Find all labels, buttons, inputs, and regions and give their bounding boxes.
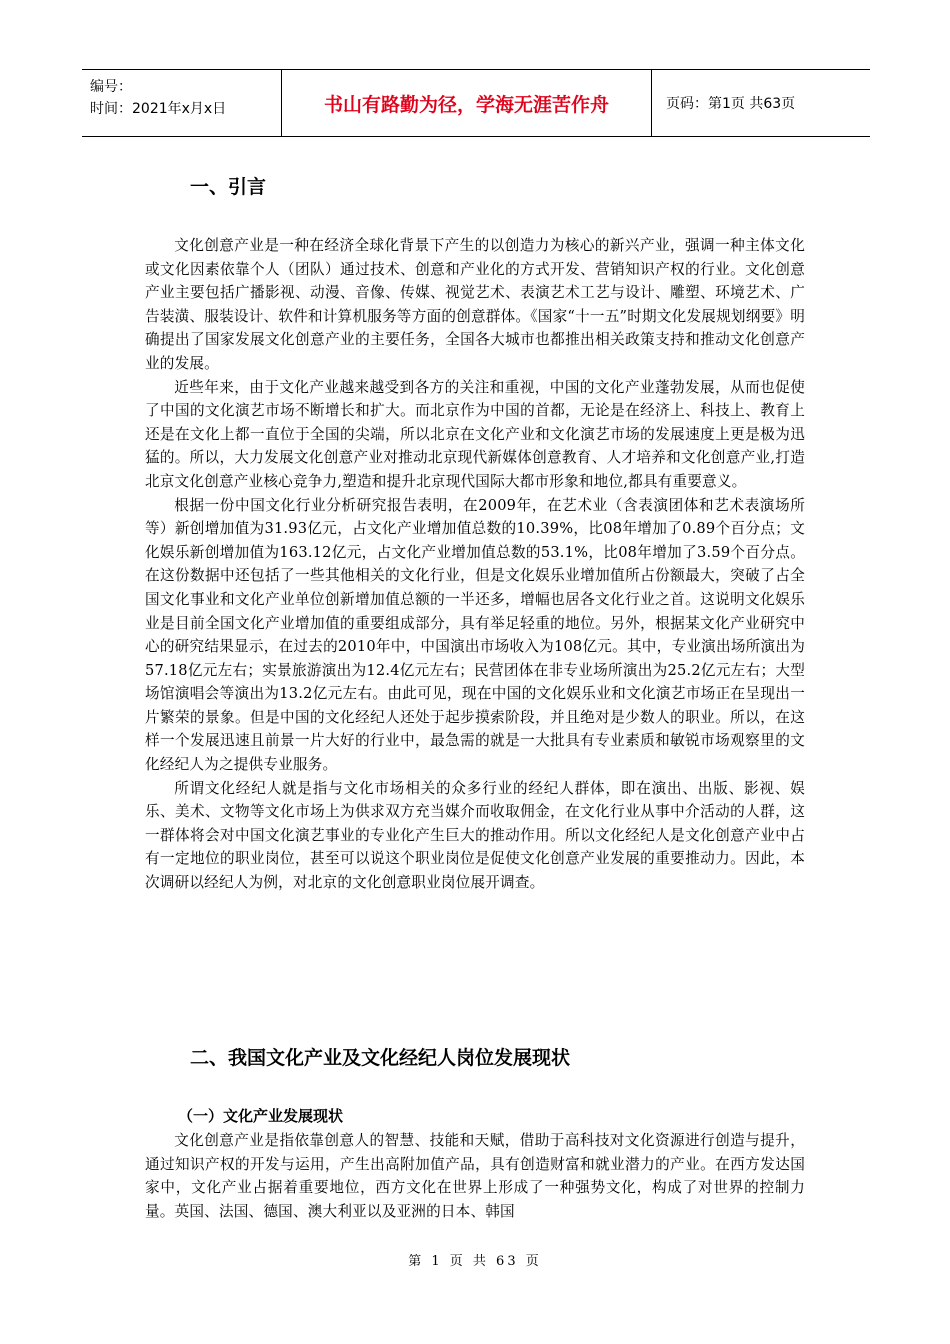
section-title-current-status: 二、我国文化产业及文化经纪人岗位发展现状 (190, 1047, 571, 1069)
section-title-introduction: 一、引言 (190, 176, 267, 198)
paragraph: 文化创意产业是一种在经济全球化背景下产生的以创造力为核心的新兴产业，强调一种主体文化或文化因素依靠个人（团队）通过技术、创意和产业化的方式开发、营销知识产权的行业。文化创意产业主要包括广播影视、动漫、音像、传媒、视觉艺术、表演艺术工艺与设计、雕塑、环境艺术、广告装潢、服装设计、软件和计算机服务等方面的创意群体。《国家“十一五”时期文化发展规划纲要》明确提出了国家发展文化创意产业的主要任务，全国各大城市也都推出相关政策支持和推动文化创意产业的发展。 (145, 237, 805, 372)
header-meta-cell (82, 70, 282, 136)
paragraph: 所谓文化经纪人就是指与文化市场相关的众多行业的经纪人群体，即在演出、出版、影视、娱乐、美术、文物等文化市场上为供求双方充当媒介而收取佣金，在文化行业从事中介活动的人群，这一群体将会对中国文化演艺事业的专业化产生巨大的推动作用。所以文化经纪人是文化创意产业中占有一定地位的职业岗位，甚至可以说这个职业岗位是促使文化创意产业发展的重要推动力。因此，本次调研以经纪人为例，对北京的文化创意职业岗位展开调查。 (145, 779, 805, 892)
header-motto: 书山有路勤为径，学海无涯苦作舟 (282, 70, 652, 136)
header-page-info: 页码：第1页 共63页 (666, 96, 796, 112)
document-number-label: 编号： (90, 79, 132, 95)
paragraph: 近些年来，由于文化产业越来越受到各方的关注和重视，中国的文化产业蓬勃发展，从而也促使了中国的文化演艺市场不断增长和扩大。而北京作为中国的首都，无论是在经济上、科技上、教育上还是在文化上都一直位于全国的尖端，所以北京在文化产业和文化演艺市场的发展速度上更是极为迅猛的。所以，大力发展文化创意产业对推动北京现代新媒体创意教育、人才培养和文化创意产业,打造北京文化创意产业核心竞争力,塑造和提升北京现代国际大都市形象和地位,都具有重要意义。 (145, 378, 805, 490)
page-footer: 第 1 页 共 63 页 (408, 1254, 542, 1269)
paragraph: 根据一份中国文化行业分析研究报告表明，在2009年，在艺术业（含表演团体和艺术表演场所等）新创增加值为31.93亿元，占文化产业增加值总数的10.39%，比08年增加了0.89个百分点；文化娱乐新创增加值为163.12亿元，占文化产业增加值总数的53.1%，比08年增加了3.59个百分点。在这份数据中还包括了一些其他相关的文化行业，但是文化娱乐业增加值所占份额最大，突破了占全国文化事业和文化产业单位创新增加值总额的一半还多，增幅也居各文化行业之首。这说明文化娱乐业是目前全国文化产业增加值的重要组成部分，具有举足轻重的地位。另外，根据某文化产业研究中心的研究结果显示，在过去的2010年中，中国演出市场收入为108亿元。其中，专业演出场所演出为57.18亿元左右；实景旅游演出为12.4亿元左右；民营团体在非专业场所演出为25.2亿元左右；大型场馆演唱会等演出为13.2亿元左右。由此可见，现在中国的文化娱乐业和文化演艺市场正在呈现出一片繁荣的景象。但是中国的文化经纪人还处于起步摸索阶段，并且绝对是少数人的职业。所以，在这样一个发展迅速且前景一片大好的行业中，最急需的就是一大批具有专业素质和敏锐市场观察里的文化经纪人为之提供专业服务。 (145, 496, 805, 774)
document-time-label: 时间：2021年x月x日 (90, 101, 227, 117)
section-introduction-body (145, 234, 805, 895)
subsection-industry-status-body (145, 1129, 805, 1223)
paragraph: 文化创意产业是指依靠创意人的智慧、技能和天赋，借助于高科技对文化资源进行创造与提升，通过知识产权的开发与运用，产生出高附加值产品，具有创造财富和就业潜力的产业。在西方发达国家中，文化产业占据着重要地位，西方文化在世界上形成了一种强势文化，构成了对世界的控制力量。英国、法国、德国、澳大利亚以及亚洲的日本、韩国 (145, 1132, 805, 1220)
subsection-title-industry-status: （一）文化产业发展现状 (178, 1107, 344, 1125)
header-table (82, 69, 870, 137)
